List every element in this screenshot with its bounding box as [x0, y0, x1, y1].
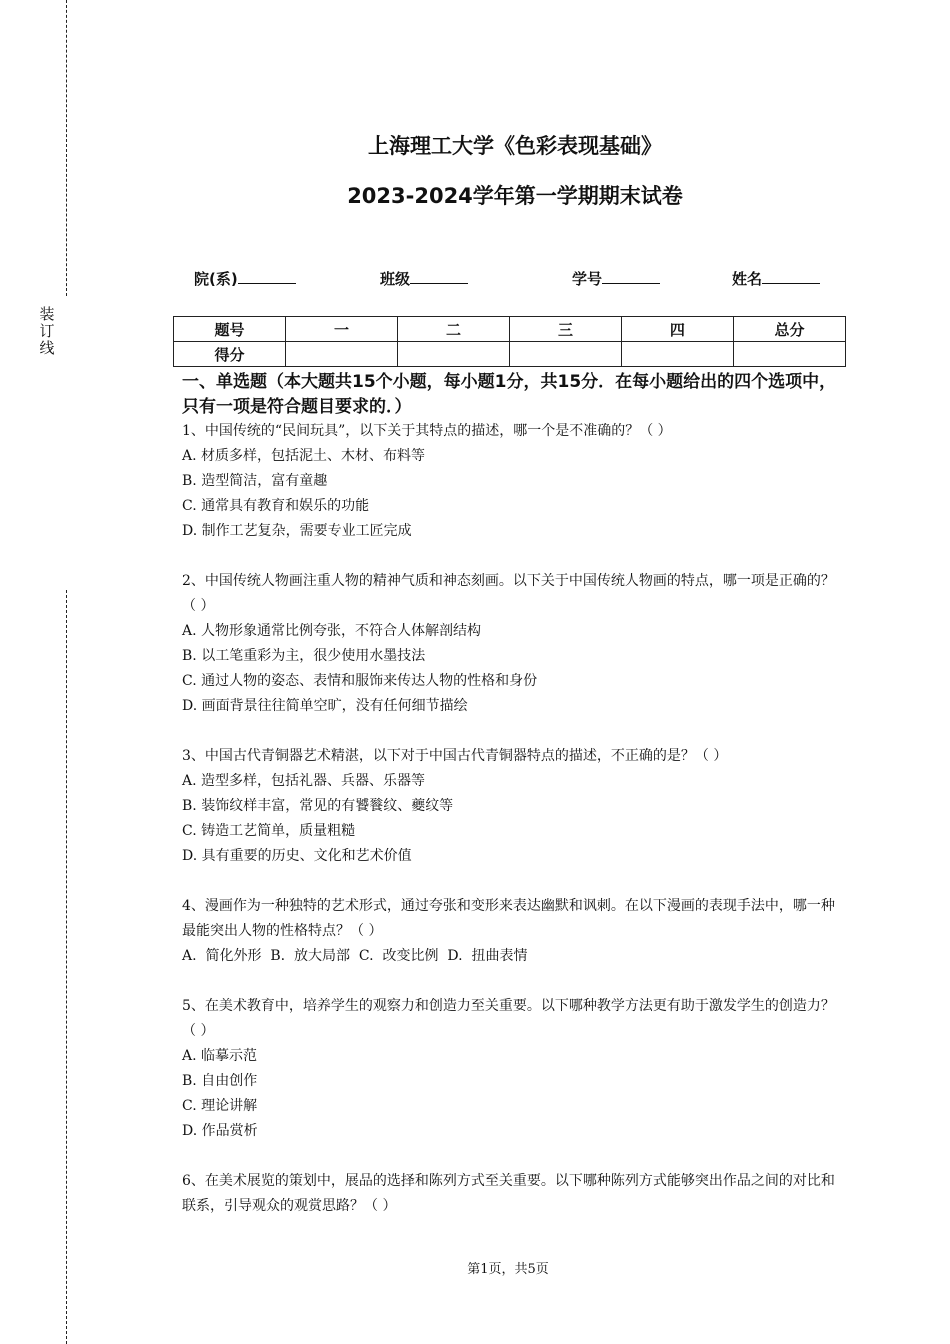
option-d: D. 画面背景往往简单空旷，没有任何细节描绘 — [182, 698, 468, 714]
option-d: D. 具有重要的历史、文化和艺术价值 — [182, 848, 412, 864]
question-stem: 1、中国传统的“民间玩具”，以下关于其特点的描述，哪一个是不准确的？（ ） — [182, 423, 672, 439]
question-3 — [182, 744, 840, 869]
score-table-header-row — [174, 317, 846, 342]
option-line: A. 简化外形 B. 放大局部 C. 改变比例 D. 扭曲表情 — [182, 948, 528, 964]
question-stem: 6、在美术展览的策划中，展品的选择和陈列方式至关重要。以下哪种陈列方式能够突出作品之间的对比和联系，引导观众的观赏思路？（ ） — [182, 1173, 835, 1214]
student-id-label: 学号 — [572, 270, 603, 288]
option-d: D. 制作工艺复杂，需要专业工匠完成 — [182, 523, 412, 539]
class-label: 班级 — [380, 270, 411, 288]
exam-title: 上海理工大学《色彩表现基础》 — [368, 134, 662, 158]
page-footer: 第1页，共5页 — [467, 1262, 549, 1277]
question-4 — [182, 894, 840, 969]
name-field[interactable] — [732, 268, 820, 289]
option-c: C. 通常具有教育和娱乐的功能 — [182, 498, 370, 514]
score-cell[interactable] — [285, 342, 397, 367]
score-table-header-cell: 题号 — [174, 317, 286, 342]
score-cell[interactable] — [509, 342, 621, 367]
score-row-label: 得分 — [174, 342, 286, 367]
option-a: A. 临摹示范 — [182, 1048, 258, 1064]
score-cell[interactable] — [397, 342, 509, 367]
question-list — [182, 419, 840, 1244]
class-field[interactable] — [380, 268, 468, 289]
score-cell[interactable] — [621, 342, 733, 367]
option-c: C. 理论讲解 — [182, 1098, 258, 1114]
name-label: 姓名 — [732, 270, 763, 288]
score-table-header-cell: 四 — [621, 317, 733, 342]
student-id-field[interactable] — [572, 268, 660, 289]
score-table-header-cell: 一 — [285, 317, 397, 342]
option-c: C. 通过人物的姿态、表情和服饰来传达人物的性格和身份 — [182, 673, 538, 689]
department-blank[interactable] — [238, 268, 296, 284]
binding-line-label — [38, 306, 56, 357]
option-c: C. 铸造工艺简单，质量粗糙 — [182, 823, 356, 839]
binding-dashed-line-bottom — [66, 590, 67, 1344]
score-table-header-cell: 三 — [509, 317, 621, 342]
exam-subtitle: 2023-2024学年第一学期期末试卷 — [347, 184, 683, 208]
option-b: B. 以工笔重彩为主，很少使用水墨技法 — [182, 648, 426, 664]
option-d: D. 作品赏析 — [182, 1123, 258, 1139]
question-2 — [182, 569, 840, 719]
option-a: A. 造型多样，包括礼器、兵器、乐器等 — [182, 773, 426, 789]
department-label: 院(系) — [194, 270, 238, 288]
option-a: A. 材质多样，包括泥土、木材、布料等 — [182, 448, 426, 464]
score-table — [173, 316, 846, 367]
score-table-header-cell: 总分 — [733, 317, 845, 342]
question-stem: 4、漫画作为一种独特的艺术形式，通过夸张和变形来表达幽默和讽刺。在以下漫画的表现手法中，哪一种最能突出人物的性格特点？（ ） — [182, 898, 835, 939]
question-stem: 5、在美术教育中，培养学生的观察力和创造力至关重要。以下哪种教学方法更有助于激发学生的创造力？（ ） — [182, 998, 835, 1039]
question-stem: 3、中国古代青铜器艺术精湛，以下对于中国古代青铜器特点的描述，不正确的是？（ ） — [182, 748, 728, 764]
student-id-blank[interactable] — [602, 268, 660, 284]
binding-label-text: 装 订 线 — [39, 305, 55, 357]
option-b: B. 自由创作 — [182, 1073, 258, 1089]
option-a: A. 人物形象通常比例夸张，不符合人体解剖结构 — [182, 623, 482, 639]
class-blank[interactable] — [410, 268, 468, 284]
question-6 — [182, 1169, 840, 1219]
score-table-header-cell: 二 — [397, 317, 509, 342]
question-stem: 2、中国传统人物画注重人物的精神气质和神态刻画。以下关于中国传统人物画的特点，哪一项是正确的？（ ） — [182, 573, 835, 614]
question-1 — [182, 419, 840, 544]
question-5 — [182, 994, 840, 1144]
department-field[interactable] — [194, 268, 296, 289]
option-b: B. 造型简洁，富有童趣 — [182, 473, 328, 489]
score-table-score-row — [174, 342, 846, 367]
section-heading: 一、单选题（本大题共15个小题，每小题1分，共15分．在每小题给出的四个选项中，只有一项是符合题目要求的．） — [182, 372, 837, 417]
score-cell[interactable] — [733, 342, 845, 367]
option-b: B. 装饰纹样丰富，常见的有饕餮纹、夔纹等 — [182, 798, 454, 814]
name-blank[interactable] — [762, 268, 820, 284]
